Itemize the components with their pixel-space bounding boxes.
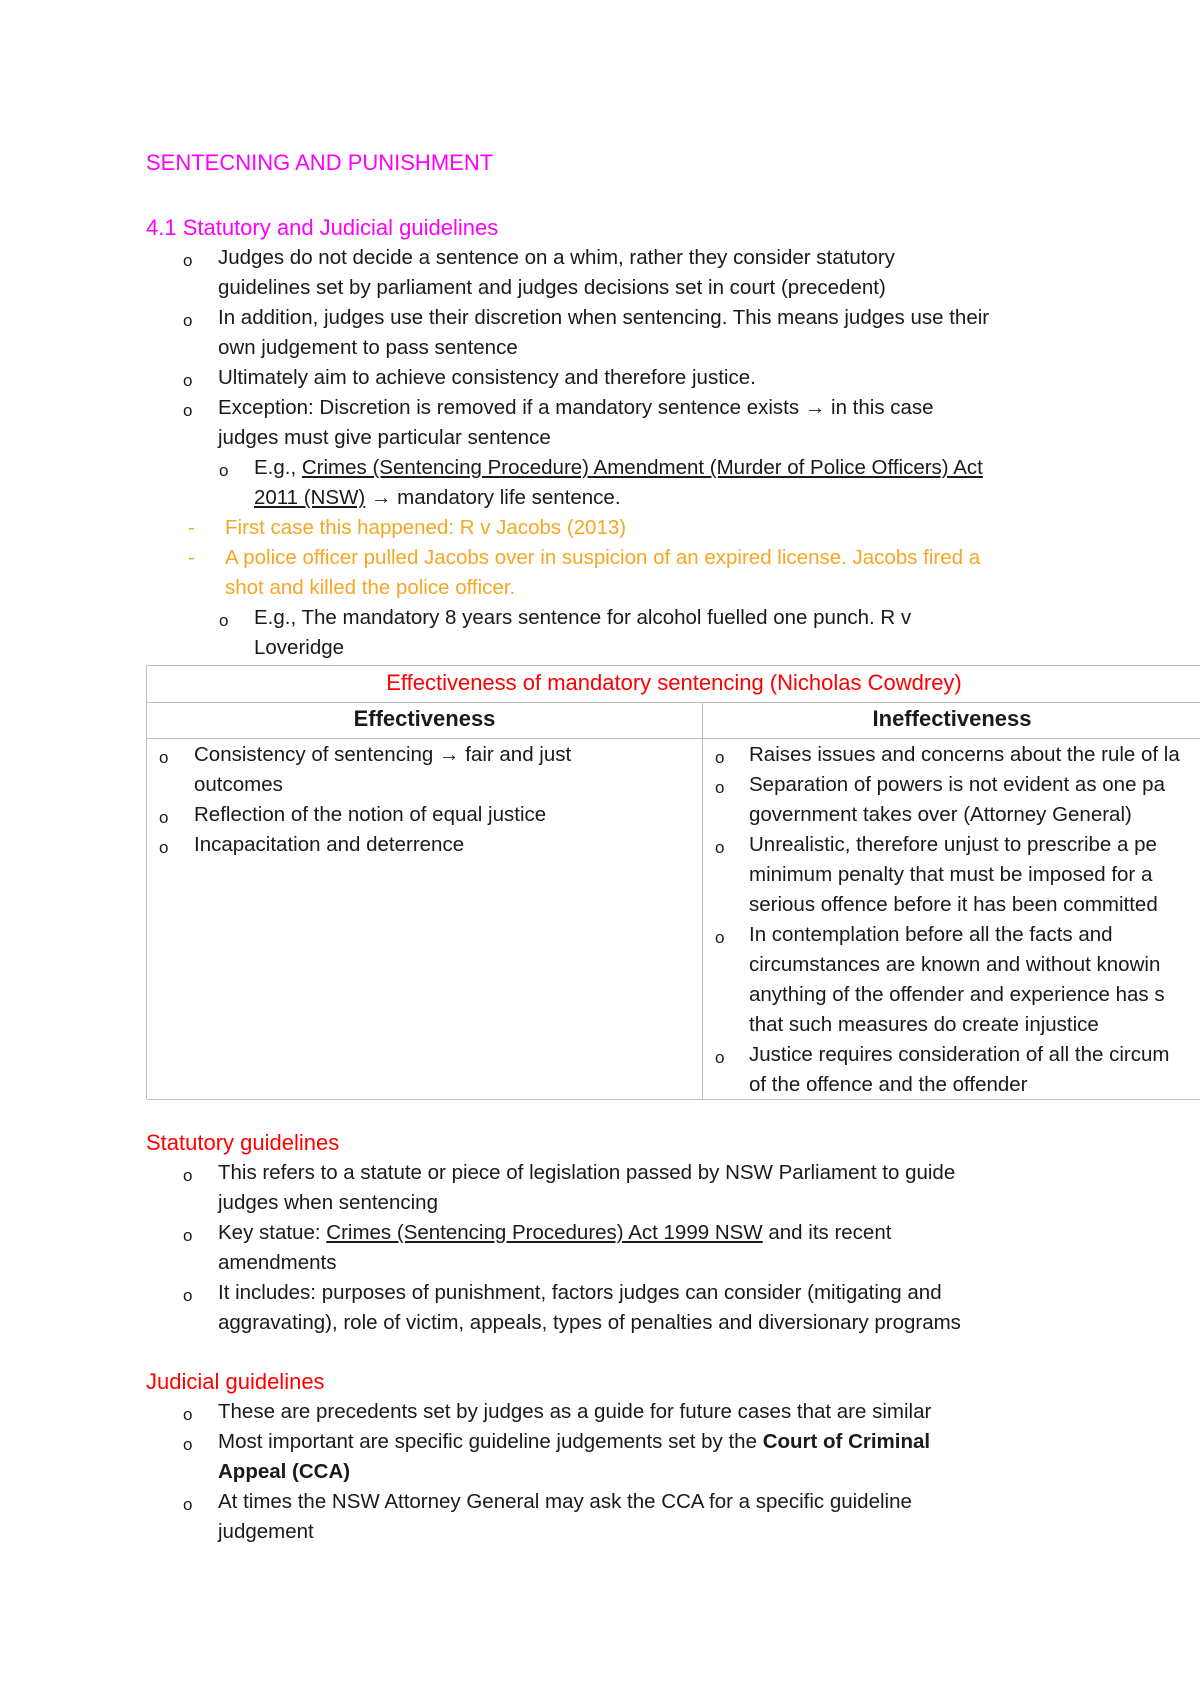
table-cell-line: Separation of powers is not evident as one pa (749, 773, 1165, 796)
text-line: Judges do not decide a sentence on a whim, rather they consider statutory (218, 246, 895, 269)
text-line (254, 486, 621, 510)
bullet-icon: o (183, 1405, 193, 1424)
table-cell-line: government takes over (Attorney General) (749, 803, 1132, 826)
table-cell-line: circumstances are known and without knowin (749, 953, 1161, 976)
bullet-icon: o (183, 311, 193, 330)
table-cell-line: Raises issues and concerns about the rule of la (749, 743, 1180, 766)
text-fragment: Exception: Discretion is removed if a mandatory sentence exists (218, 396, 800, 419)
text-line: Loveridge (254, 636, 345, 659)
text-line (218, 1430, 930, 1454)
text-fragment: and its recent (768, 1221, 892, 1244)
text-fragment: mandatory life sentence. (397, 486, 621, 509)
text-fragment: in this case (831, 396, 934, 419)
table-cell-line: that such measures do create injustice (749, 1013, 1099, 1036)
text-line: shot and killed the police officer. (225, 576, 516, 599)
legislation-link[interactable]: Crimes (Sentencing Procedure) Amendment (Murder of Police Officers) Act (301, 456, 983, 479)
text-line: judges must give particular sentence (218, 426, 551, 449)
text-line: aggravating), role of victim, appeals, types of penalties and diversionary programs (218, 1311, 961, 1334)
text-fragment: E.g., (254, 456, 297, 479)
text-line: amendments (218, 1251, 337, 1274)
table-cell-line: Reflection of the notion of equal justice (194, 803, 547, 826)
bullet-icon: o (715, 778, 725, 797)
text-line: judges when sentencing (218, 1191, 438, 1214)
text-line: At times the NSW Attorney General may ask the CCA for a specific guideline (218, 1490, 912, 1513)
bullet-icon: o (183, 1495, 193, 1514)
arrow-icon: → (804, 396, 826, 419)
bullet-icon: o (183, 371, 193, 390)
text-line: own judgement to pass sentence (218, 336, 518, 359)
dash-icon: - (188, 546, 195, 569)
bullet-icon: o (183, 1435, 193, 1454)
bullet-icon: o (715, 928, 725, 947)
text-line: It includes: purposes of punishment, factors judges can consider (mitigating and (218, 1281, 942, 1304)
table-cell-line: Incapacitation and deterrence (194, 833, 465, 856)
bold-term: Appeal (CCA) (218, 1460, 351, 1483)
bullet-icon: o (715, 838, 725, 857)
table-divider (147, 738, 1200, 739)
column-header-ineffectiveness: Ineffectiveness (872, 706, 1032, 731)
text-line (218, 1221, 891, 1245)
bullet-icon: o (159, 838, 169, 857)
text-line: guidelines set by parliament and judges decisions set in court (precedent) (218, 276, 886, 299)
bullet-icon: o (715, 748, 725, 767)
legislation-link[interactable]: Crimes (Sentencing Procedures) Act 1999 NSW (326, 1221, 763, 1244)
section-heading-statutory: Statutory guidelines (146, 1130, 340, 1155)
text-line: A police officer pulled Jacobs over in suspicion of an expired license. Jacobs fired a (225, 546, 981, 569)
text-line: In addition, judges use their discretion when sentencing. This means judges use their (218, 306, 990, 329)
text-fragment: Key statue: (218, 1221, 321, 1244)
bullet-icon: o (183, 251, 193, 270)
text-line (254, 456, 983, 480)
text-line (218, 396, 934, 420)
effectiveness-table (146, 665, 1200, 1099)
bullet-icon: o (715, 1048, 725, 1067)
text-line: Ultimately aim to achieve consistency and therefore justice. (218, 366, 756, 389)
section-heading-judicial: Judicial guidelines (146, 1369, 325, 1394)
table-caption: Effectiveness of mandatory sentencing (Nicholas Cowdrey) (386, 670, 962, 695)
dash-icon: - (188, 516, 195, 539)
table-cell-line: Justice requires consideration of all the circum (749, 1043, 1170, 1066)
bullet-icon: o (183, 1166, 193, 1185)
table-cell-line (194, 743, 571, 767)
text-line: These are precedents set by judges as a guide for future cases that are similar (218, 1400, 932, 1423)
column-header-effectiveness: Effectiveness (353, 706, 496, 731)
text-line: First case this happened: R v Jacobs (2013) (225, 516, 627, 539)
table-cell-line: serious offence before it has been committed (749, 893, 1158, 916)
bullet-icon: o (183, 401, 193, 420)
bullet-icon: o (183, 1226, 193, 1245)
text-fragment: Most important are specific guideline judgements set by the (218, 1430, 757, 1453)
bullet-icon: o (159, 748, 169, 767)
bullet-icon: o (219, 611, 229, 630)
bullet-icon: o (159, 808, 169, 827)
table-cell-line: of the offence and the offender (749, 1073, 1028, 1096)
text-fragment: Consistency of sentencing (194, 743, 434, 766)
text-fragment: fair and just (465, 743, 572, 766)
bullet-icon: o (219, 461, 229, 480)
table-divider (147, 702, 1200, 703)
text-line: This refers to a statute or piece of legislation passed by NSW Parliament to guide (218, 1161, 956, 1184)
arrow-icon: → (370, 486, 392, 509)
table-cell-line: Unrealistic, therefore unjust to prescribe a pe (749, 833, 1157, 856)
text-line: E.g., The mandatory 8 years sentence for alcohol fuelled one punch. R v (254, 606, 912, 629)
table-cell-line: outcomes (194, 773, 283, 796)
bold-term: Court of Criminal (762, 1430, 931, 1453)
bullet-icon: o (183, 1286, 193, 1305)
table-divider (147, 1099, 1200, 1100)
table-column-divider (702, 702, 703, 1099)
table-cell-line: minimum penalty that must be imposed for a (749, 863, 1153, 886)
document-title: SENTECNING AND PUNISHMENT (146, 150, 494, 175)
table-cell-line: anything of the offender and experience has s (749, 983, 1165, 1006)
legislation-link[interactable]: 2011 (NSW) (254, 486, 366, 509)
section-heading-4-1: 4.1 Statutory and Judicial guidelines (146, 215, 499, 240)
text-line: judgement (218, 1520, 314, 1543)
arrow-icon: → (439, 743, 460, 766)
table-cell-line: In contemplation before all the facts and (749, 923, 1113, 946)
